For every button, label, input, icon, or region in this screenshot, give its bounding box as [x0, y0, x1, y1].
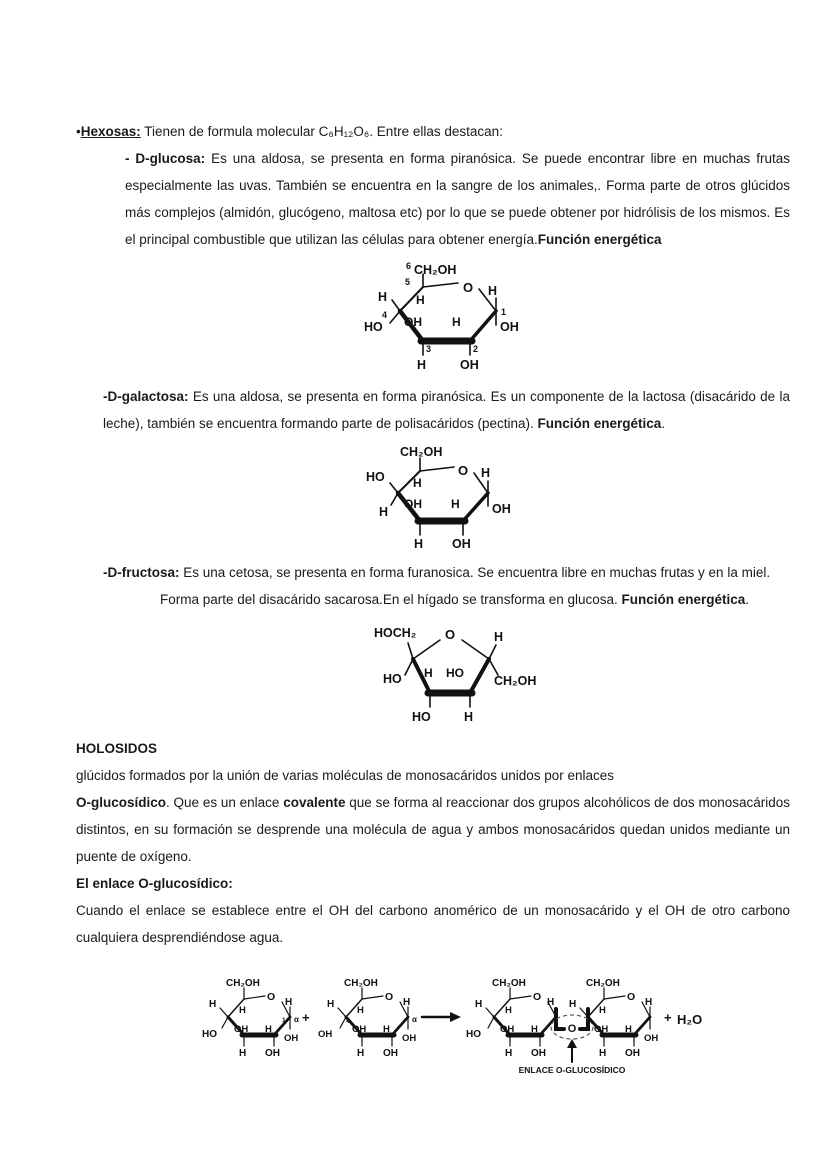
atom-label: H — [645, 997, 653, 1008]
atom-label: HO — [202, 1029, 217, 1040]
o-glycosidic-bond — [551, 1009, 593, 1039]
atom-label: H — [414, 537, 424, 551]
atom-label: OH — [284, 1033, 299, 1044]
atom-label: HO — [364, 320, 383, 334]
atom-label: H — [599, 1048, 607, 1059]
water-label: H₂O — [677, 1012, 703, 1027]
atom-label: HO — [366, 470, 385, 484]
galactose-haworth-diagram — [358, 443, 543, 553]
atom-label: CH₂OH — [492, 978, 526, 989]
atom-label: CH₂OH — [226, 978, 260, 989]
atom-label: HO — [383, 672, 402, 686]
galactosa-function-bold: Función energética — [537, 416, 662, 431]
ring-oxygen-label: O — [533, 991, 542, 1003]
atom-label: H — [475, 999, 483, 1010]
bridge-oxygen-label: O — [567, 1023, 577, 1035]
enlace-heading: El enlace O-glucosídico: — [76, 876, 233, 891]
atom-label: OH — [625, 1048, 640, 1059]
plus-sign: + — [664, 1010, 672, 1025]
atom-label: H — [505, 1005, 512, 1016]
atom-label: OH — [234, 1024, 249, 1035]
covalente-bold: covalente — [283, 795, 346, 810]
galactosa-body: Es una aldosa, se presenta en forma piranósica. Es un componente de la lactosa (disacárido de la leche), también se encuentra formando parte de polisacáridos (pectina). — [103, 389, 790, 431]
carbon-number: 1 — [282, 1017, 286, 1024]
atom-label: CH₂OH — [344, 978, 378, 989]
holosidos-line1: glúcidos formados por la unión de varias moléculas de monosacáridos unidos por enlaces — [76, 768, 615, 783]
carbon-number: 2 — [473, 344, 479, 354]
hexosas-title: Hexosas: — [80, 124, 141, 139]
atom-label: H — [488, 284, 498, 298]
fructosa-function-bold: Función energética — [621, 592, 746, 607]
atom-label: OH — [500, 1024, 515, 1035]
atom-label: CH₂OH — [494, 674, 537, 688]
atom-label: HO — [466, 1029, 481, 1040]
atom-label: H — [531, 1024, 538, 1035]
carbon-number: 1 — [501, 307, 507, 317]
carbon-number: 6 — [406, 261, 412, 271]
atom-label: H — [285, 997, 293, 1008]
ring-oxygen-label: O — [463, 280, 474, 295]
atom-label: OH — [452, 537, 471, 551]
ring-oxygen-label: O — [445, 627, 456, 642]
glucosa-function-bold: Función energética — [537, 232, 662, 247]
atom-label: OH — [460, 358, 479, 372]
reactant-glucose-a — [202, 978, 299, 1059]
atom-label: H — [505, 1048, 513, 1059]
atom-label: H — [327, 999, 335, 1010]
atom-label: HOCH₂ — [374, 626, 417, 640]
ring-oxygen-label: O — [385, 991, 394, 1003]
holosidos-heading: HOLOSIDOS — [76, 741, 158, 756]
atom-label: H — [424, 666, 433, 680]
atom-label: H — [599, 1005, 606, 1016]
atom-label: H — [547, 997, 555, 1008]
fructosa-label: -D-fructosa — [103, 565, 176, 580]
atom-label: OH — [404, 497, 422, 511]
reactant-glucose-b — [318, 978, 417, 1059]
glucosa-label: - D-glucosa — [125, 151, 201, 166]
bullet: • — [76, 124, 81, 139]
atom-label: H — [452, 315, 461, 329]
atom-label: H — [239, 1048, 247, 1059]
atom-label: OH — [318, 1029, 333, 1040]
product-glucose-right — [569, 978, 658, 1059]
atom-label: H — [569, 999, 577, 1010]
atom-label: H — [378, 290, 388, 304]
glucosa-body: Es una aldosa, se presenta en forma piranósica. Se puede encontrar libre en muchas frutas especialmente las uvas. También se encuentra en la sangre de los animales,. Forma parte de otros glúcidos más complejos (almidón, glucógeno, maltosa etc) por lo que se puede obtener por hidrólisis de los mismos. Es el principal combustible que utilizan las células para obtener energía. — [125, 151, 790, 247]
atom-label: OH — [500, 320, 519, 334]
atom-label: OH — [383, 1048, 398, 1059]
fructose-haworth-diagram — [368, 621, 553, 733]
atom-label: OH — [352, 1024, 367, 1035]
atom-label: OH — [531, 1048, 546, 1059]
alpha-label: α — [294, 1015, 299, 1024]
carbon-number: 3 — [426, 344, 432, 354]
fructose-structure-figure — [368, 621, 790, 733]
o-glucosidico-bold: O-glucosídico — [76, 795, 167, 810]
up-arrow-icon — [567, 1039, 577, 1062]
glycosidic-bond-caption: ENLACE O-GLUCOSÍDICO — [518, 1065, 626, 1075]
atom-label: H — [265, 1024, 272, 1035]
atom-label: OH — [265, 1048, 280, 1059]
galactose-structure-figure — [358, 443, 790, 553]
atom-label: H — [379, 505, 389, 519]
atom-label: OH — [492, 502, 511, 516]
atom-label: H — [209, 999, 217, 1010]
atom-label: H — [451, 497, 460, 511]
atom-label: H — [239, 1005, 246, 1016]
atom-label: H — [357, 1005, 364, 1016]
atom-label: OH — [594, 1024, 609, 1035]
atom-label: H — [383, 1024, 390, 1035]
galactosa-label: -D-galactosa — [103, 389, 185, 404]
atom-label: OH — [404, 315, 422, 329]
atom-label: CH₂OH — [586, 978, 620, 989]
glucose-structure-figure — [348, 257, 790, 377]
atom-label: H — [625, 1024, 632, 1035]
atom-label: H — [416, 293, 425, 307]
alpha-label: α — [412, 1015, 417, 1024]
carbon-number: 5 — [405, 277, 411, 287]
enlace-paragraph: Cuando el enlace se establece entre el OH del carbono anomérico de un monosacárido y el OH de otro carbono cualquiera desprendiéndose agua. — [76, 903, 790, 945]
reaction-diagram — [198, 969, 718, 1075]
plus-sign: + — [302, 1010, 310, 1025]
glucose-haworth-diagram — [348, 257, 538, 377]
fructosa-paragraph — [103, 559, 790, 613]
atom-label: H — [403, 997, 411, 1008]
atom-label: OH — [644, 1033, 659, 1044]
atom-label: H — [417, 358, 427, 372]
carbon-number: 4 — [346, 1018, 350, 1025]
atom-label: CH₂OH — [400, 445, 443, 459]
hexosas-text: Tienen de formula molecular C₆H₁₂O₆. Entre ellas destacan: — [140, 124, 503, 139]
atom-label: H — [357, 1048, 365, 1059]
ring-oxygen-label: O — [267, 991, 276, 1003]
glycosidic-bond-reaction-figure — [198, 969, 790, 1075]
atom-label: H — [494, 630, 504, 644]
fructosa-line1: -D-fructosa: Es una cetosa, se presenta en forma furanosica. Se encuentra libre en muchas frutas y en la miel. — [103, 565, 771, 580]
ring-oxygen-label: O — [627, 991, 636, 1003]
ring-oxygen-label: O — [458, 463, 469, 478]
atom-label: OH — [402, 1033, 417, 1044]
reaction-arrow-icon — [422, 1012, 461, 1022]
atom-label: H — [464, 710, 474, 724]
galactosa-paragraph: -D-galactosa: Es una aldosa, se presenta en forma piranósica. Es un componente de la lactosa (disacárido de la leche), también se encuentra formando parte de polisacáridos (pectina). Función energética. — [103, 389, 790, 431]
glucosa-paragraph: - D-glucosa: Es una aldosa, se presenta en forma piranósica. Se puede encontrar libre en muchas frutas especialmente las uvas. También se encuentra en la sangre de los animales,. Forma parte de otros glúcidos más complejos (almidón, glucógeno, maltosa etc) por lo que se puede obtener por hidrólisis de los mismos. Es el principal combustible que utilizan las células para obtener energía.Función energética — [125, 151, 790, 247]
atom-label: H — [413, 476, 422, 490]
atom-label: CH₂OH — [414, 263, 457, 277]
atom-label: HO — [412, 710, 431, 724]
hexosas-intro-line — [76, 118, 790, 145]
atom-label: HO — [446, 666, 464, 680]
carbon-number: 4 — [382, 310, 388, 320]
holosidos-paragraph: O-glucosídico. Que es un enlace covalente que se forma al reaccionar dos grupos alcohólicos de dos monosacáridos distintos, en su formación se desprende una molécula de agua y ambos monosacáridos quedan unidos mediante un puente de oxígeno. — [76, 795, 791, 864]
product-glucose-left — [466, 978, 556, 1059]
atom-label: H — [481, 466, 491, 480]
fructosa-line2: Forma parte del disacárido sacarosa.En el hígado se transforma en glucosa. Función energética. — [160, 592, 750, 607]
